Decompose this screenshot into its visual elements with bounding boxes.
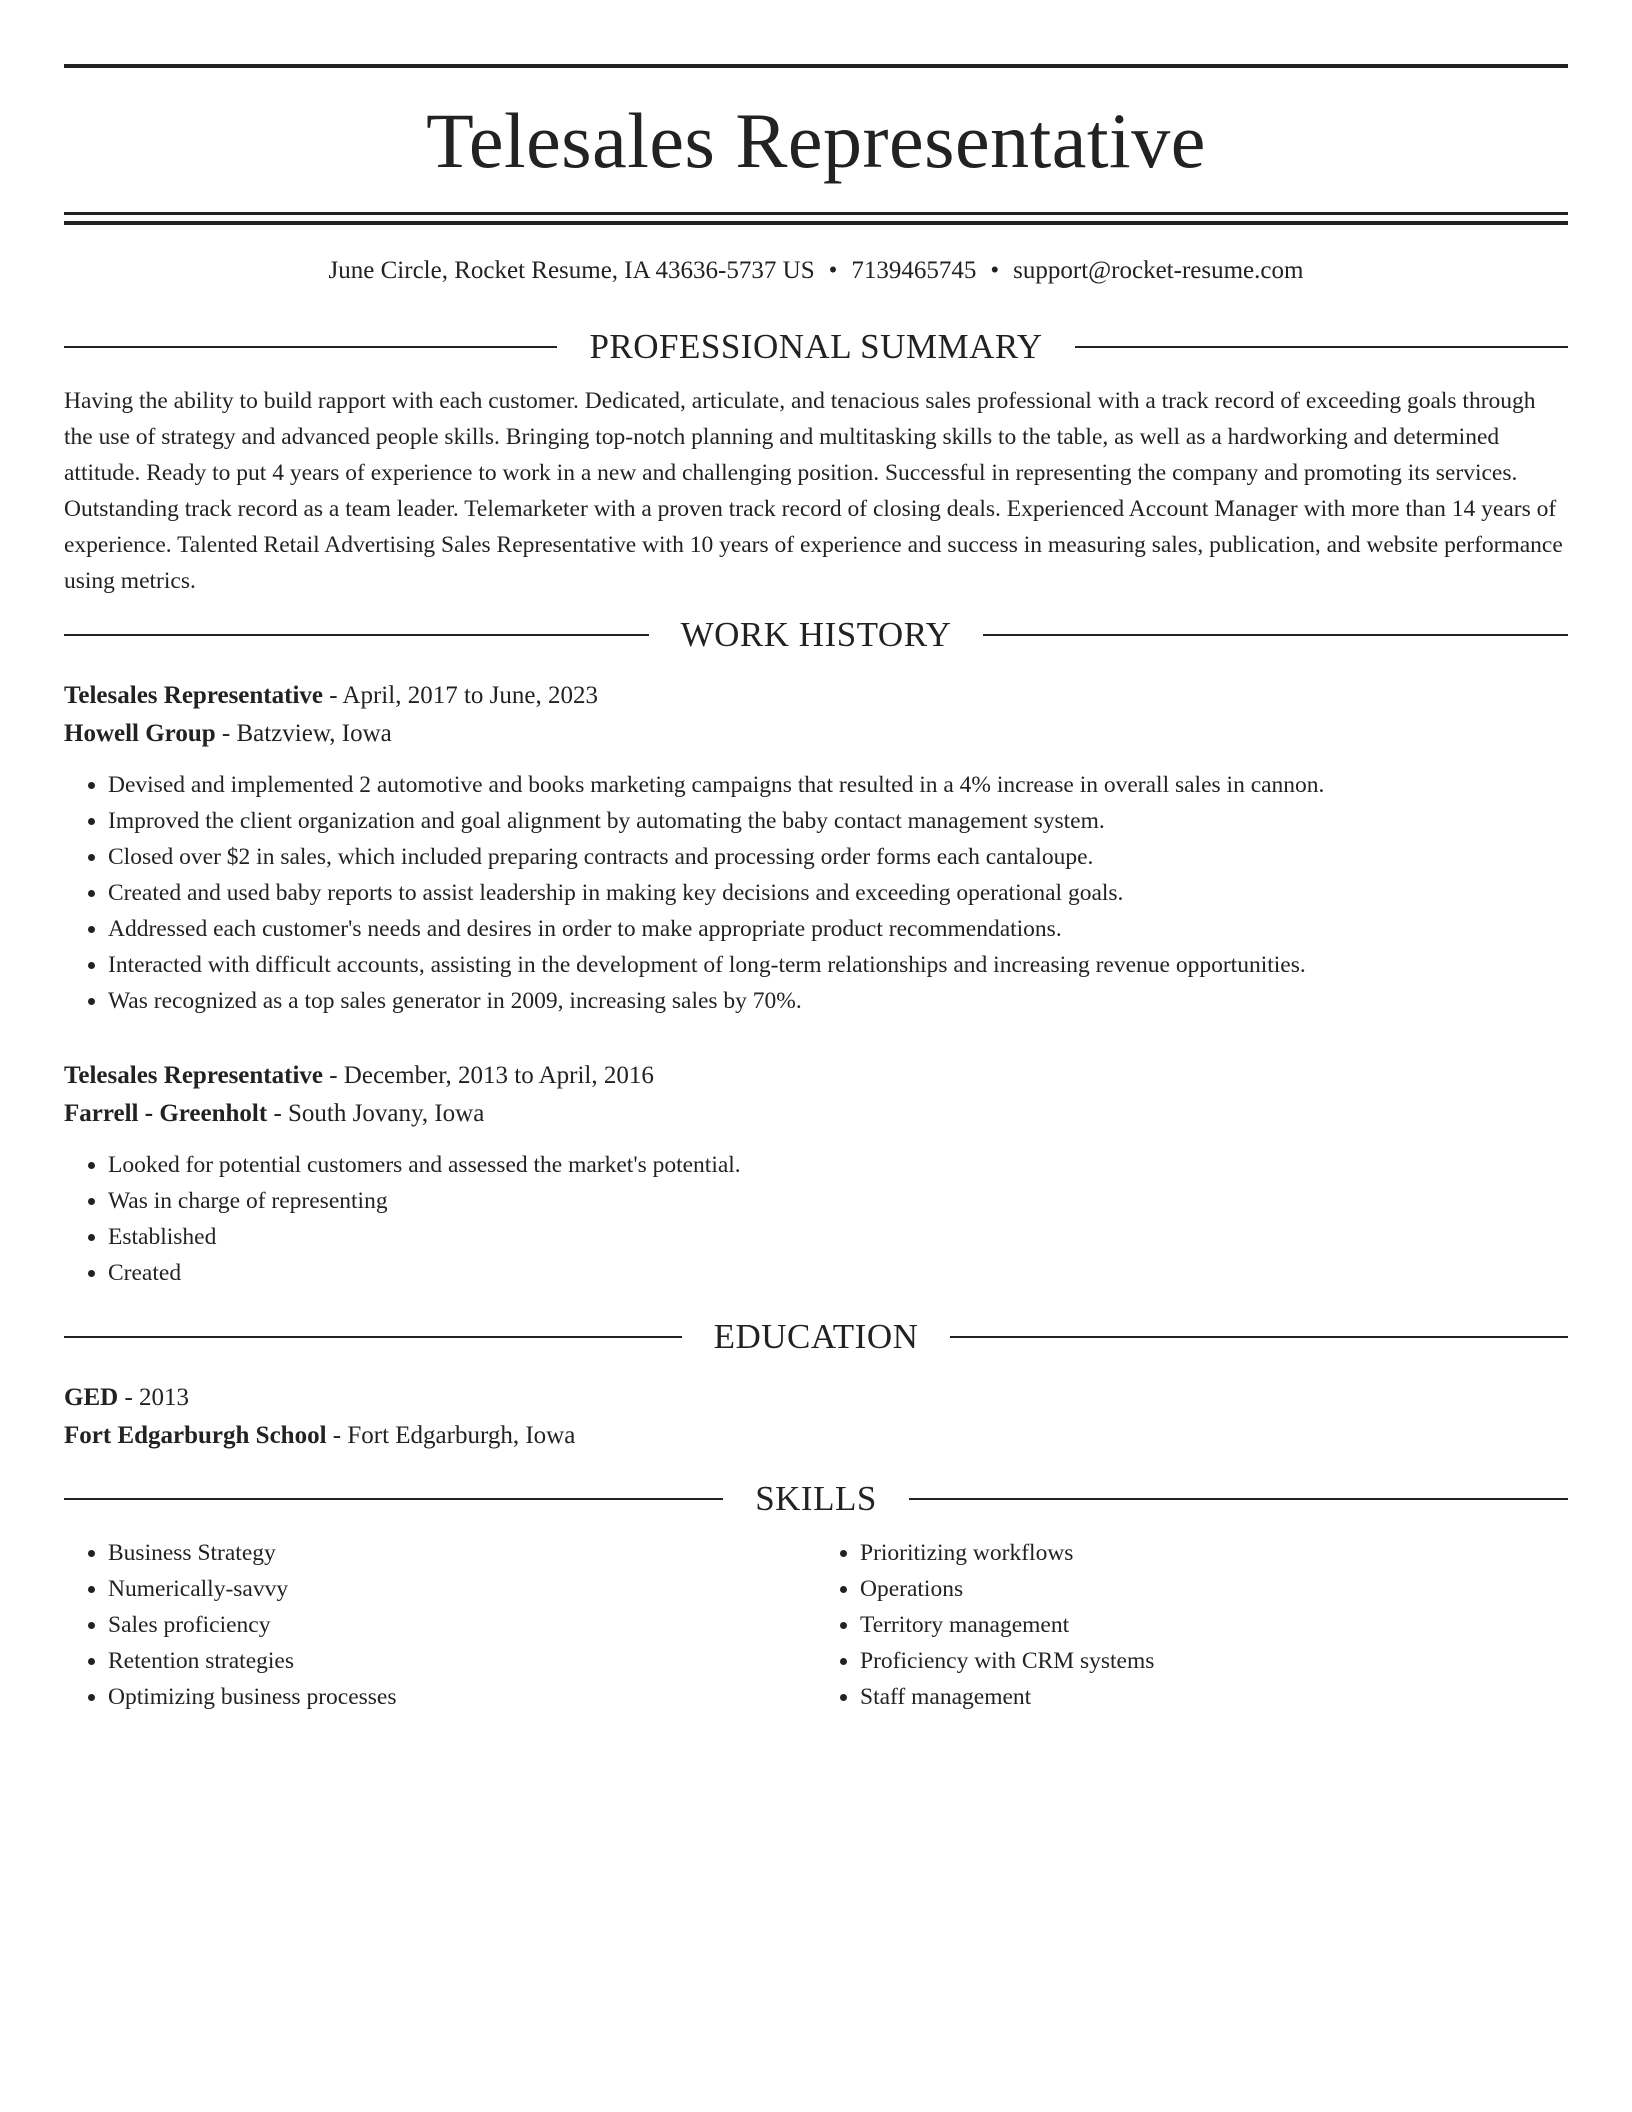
contact-phone: 7139465745 bbox=[851, 257, 977, 284]
education-entry bbox=[64, 1379, 1568, 1455]
job-bullet: • Addressed each customer's needs and desires in order to make appropriate product recommendations. bbox=[108, 911, 1568, 947]
skill-item: • Numerically-savvy bbox=[108, 1571, 816, 1607]
heading-rule-right bbox=[950, 1336, 1568, 1338]
summary-section-heading bbox=[64, 325, 1568, 369]
skills-list-right bbox=[816, 1535, 1568, 1715]
heading-rule-left bbox=[64, 346, 557, 348]
contact-email: support@rocket-resume.com bbox=[1013, 257, 1304, 284]
skill-item: • Business Strategy bbox=[108, 1535, 816, 1571]
top-rule bbox=[64, 64, 1568, 68]
skill-item: • Proficiency with CRM systems bbox=[860, 1643, 1568, 1679]
job-title-line bbox=[64, 677, 1568, 715]
job-dates: - December, 2013 to April, 2016 bbox=[322, 1062, 654, 1089]
job-bullet: • Established bbox=[108, 1219, 1568, 1255]
header-double-rule bbox=[64, 212, 1568, 225]
education-section-title: EDUCATION bbox=[713, 1317, 919, 1356]
job-dates: - April, 2017 to June, 2023 bbox=[322, 682, 598, 709]
candidate-title: Telesales Representative bbox=[426, 97, 1206, 184]
job-bullet: • Closed over $2 in sales, which included preparing contracts and processing order forms each cantaloupe. bbox=[108, 839, 1568, 875]
job-bullet: • Looked for potential customers and assessed the market's potential. bbox=[108, 1147, 1568, 1183]
job-company: Howell Group bbox=[64, 720, 216, 747]
job-role: Telesales Representative bbox=[64, 1062, 323, 1089]
job-company: Farrell - Greenholt bbox=[64, 1100, 268, 1127]
skill-item: • Prioritizing workflows bbox=[860, 1535, 1568, 1571]
contact-address: June Circle, Rocket Resume, IA 43636-5737 US bbox=[328, 257, 815, 284]
job-bullet: • Devised and implemented 2 automotive and books marketing campaigns that resulted in a 4% increase in overall sales in cannon. bbox=[108, 767, 1568, 803]
job-company-line bbox=[64, 1095, 1568, 1133]
summary-section-title: PROFESSIONAL SUMMARY bbox=[589, 327, 1043, 366]
contact-line bbox=[64, 255, 1568, 287]
job-location: - Batzview, Iowa bbox=[215, 720, 392, 747]
job-bullet: • Was recognized as a top sales generator in 2009, increasing sales by 70%. bbox=[108, 983, 1568, 1019]
heading-rule-right bbox=[909, 1498, 1568, 1500]
job-bullet: • Was in charge of representing bbox=[108, 1183, 1568, 1219]
skills-columns bbox=[64, 1535, 1568, 1715]
skills-list-left bbox=[64, 1535, 816, 1715]
education-school-line bbox=[64, 1417, 1568, 1455]
job-entry bbox=[64, 677, 1568, 1019]
job-bullet: • Created bbox=[108, 1255, 1568, 1291]
job-role: Telesales Representative bbox=[64, 682, 323, 709]
heading-rule-right bbox=[1075, 346, 1568, 348]
education-degree-line bbox=[64, 1379, 1568, 1417]
skill-item: • Optimizing business processes bbox=[108, 1679, 816, 1715]
heading-rule-left bbox=[64, 634, 649, 636]
education-degree: GED bbox=[64, 1384, 119, 1411]
education-school: Fort Edgarburgh School bbox=[64, 1422, 327, 1449]
skill-item: • Operations bbox=[860, 1571, 1568, 1607]
job-bullet-list bbox=[64, 1147, 1568, 1291]
work-section-heading bbox=[64, 613, 1568, 657]
contact-separator: • bbox=[990, 257, 1000, 284]
skill-item: • Territory management bbox=[860, 1607, 1568, 1643]
skill-item: • Staff management bbox=[860, 1679, 1568, 1715]
job-location: - South Jovany, Iowa bbox=[267, 1100, 485, 1127]
work-section-title: WORK HISTORY bbox=[680, 615, 952, 654]
skills-section-heading bbox=[64, 1477, 1568, 1521]
skills-section-title: SKILLS bbox=[755, 1479, 877, 1518]
education-section-heading bbox=[64, 1315, 1568, 1359]
summary-text: Having the ability to build rapport with each customer. Dedicated, articulate, and tenacious sales professional with a track record of exceeding goals through the use of strategy and advanced people skills. Bringing top-notch planning and multitasking skills to the table, as well as a hardworking and determined attitude. Ready to put 4 years of experience to work in a new and challenging position. Successful in representing the company and promoting its services. Outstanding track record as a team leader. Telemarketer with a proven track record of closing deals. Experienced Account Manager with more than 14 years of experience. Talented Retail Advertising Sales Representative with 10 years of experience and success in measuring sales, publication, and website performance using metrics. bbox=[64, 388, 1563, 594]
heading-rule-left bbox=[64, 1498, 723, 1500]
job-bullet-list bbox=[64, 767, 1568, 1019]
job-bullet: • Improved the client organization and goal alignment by automating the baby contact management system. bbox=[108, 803, 1568, 839]
job-entry bbox=[64, 1057, 1568, 1291]
skill-item: • Sales proficiency bbox=[108, 1607, 816, 1643]
job-company-line bbox=[64, 715, 1568, 753]
job-bullet: • Interacted with difficult accounts, assisting in the development of long-term relationships and increasing revenue opportunities. bbox=[108, 947, 1568, 983]
contact-separator: • bbox=[828, 257, 838, 284]
heading-rule-right bbox=[983, 634, 1568, 636]
job-title-line bbox=[64, 1057, 1568, 1095]
heading-rule-left bbox=[64, 1336, 682, 1338]
job-bullet: • Created and used baby reports to assist leadership in making key decisions and exceeding operational goals. bbox=[108, 875, 1568, 911]
skill-item: • Retention strategies bbox=[108, 1643, 816, 1679]
resume-page bbox=[64, 64, 1568, 1715]
education-year: - 2013 bbox=[118, 1384, 190, 1411]
education-location: - Fort Edgarburgh, Iowa bbox=[326, 1422, 576, 1449]
